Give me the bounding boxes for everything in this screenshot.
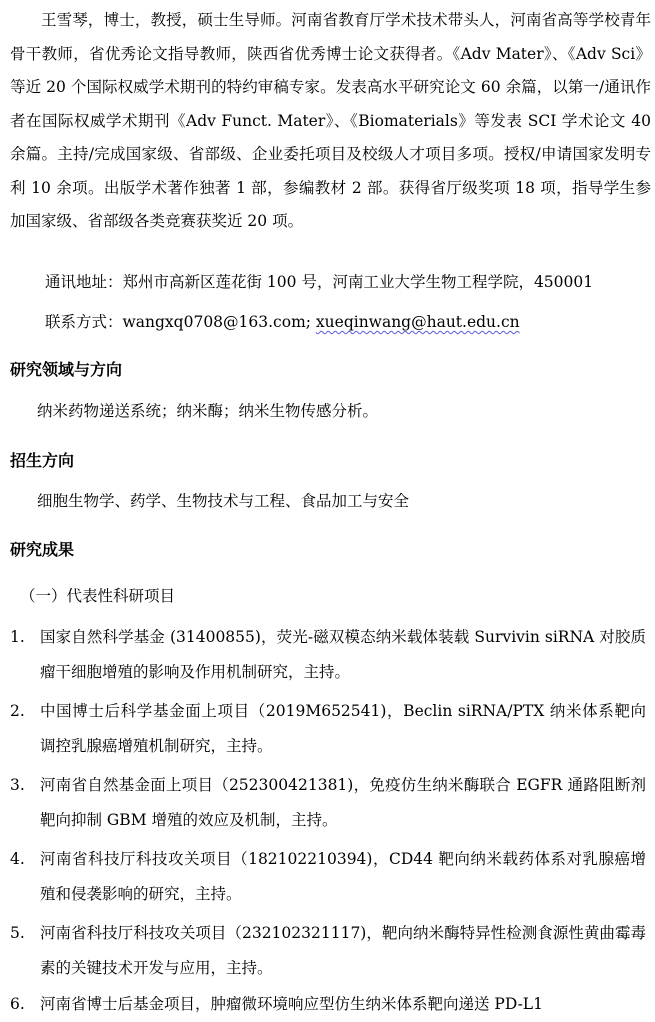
- item-number: 5.: [10, 924, 25, 942]
- results-heading: 研究成果: [10, 540, 75, 559]
- item-number: 1.: [10, 628, 25, 646]
- item-text: 河南省自然基金面上项目（252300421381)，免疫仿生纳米酶联合 EGFR 通路阻断剂靶向抑制 GBM 增殖的效应及机制，主持。: [40, 776, 646, 829]
- item-number: 2.: [10, 702, 25, 720]
- item-text: 国家自然科学基金 (31400855)，荧光-磁双模态纳米载体装载 Survivin siRNA 对胶质瘤干细胞增殖的影响及作用机制研究，主持。: [40, 628, 646, 681]
- item-text: 河南省博士后基金项目，肿瘤微环境响应型仿生纳米体系靶向递送 PD-L1: [40, 995, 543, 1013]
- research-content: 纳米药物递送系统；纳米酶；纳米生物传感分析。: [37, 402, 379, 420]
- list-item: [10, 842, 646, 912]
- list-item: [10, 768, 646, 838]
- mailing-address: 通讯地址：郑州市高新区莲花街 100 号，河南工业大学生物工程学院，450001: [45, 273, 594, 291]
- results-subheading: （一）代表性科研项目: [20, 587, 176, 605]
- list-item: [10, 694, 646, 764]
- list-item: [10, 987, 646, 1022]
- list-item: [10, 916, 646, 986]
- enroll-heading: 招生方向: [10, 451, 75, 470]
- email-primary: wangxq0708@163.com;: [122, 313, 316, 331]
- email-secondary: xueqinwang@haut.edu.cn: [315, 313, 520, 331]
- intro-paragraph: 王雪琴，博士，教授，硕士生导师。河南省教育厅学术技术带头人，河南省高等学校青年骨干教师，省优秀论文指导教师，陕西省优秀博士论文获得者。《Adv Mater》、《Adv Sci》等近 20 个国际权威学术期刊的特约审稿专家。发表高水平研究论文 60 余篇，以第一/通讯作者在国际权威学术期刊《Adv Funct. Mater》、《Biomaterials》等发表 SCI 学术论文 40 余篇。主持/完成国家级、省部级、企业委托项目及校级人才项目多项。授权/申请国家发明专利 10 余项。出版学术著作独著 1 部，参编教材 2 部。获得省厅级奖项 18 项，指导学生参加国家级、省部级各类竞赛获奖近 20 项。: [10, 11, 651, 230]
- list-item: [10, 620, 646, 690]
- enroll-content: 细胞生物学、药学、生物技术与工程、食品加工与安全: [37, 492, 410, 510]
- contact-label: 联系方式：: [45, 313, 123, 331]
- item-number: 4.: [10, 850, 25, 868]
- item-text: 河南省科技厅科技攻关项目（232102321117)，靶向纳米酶特异性检测食源性黄曲霉毒素的关键技术开发与应用，主持。: [40, 924, 646, 977]
- item-number: 3.: [10, 776, 25, 794]
- item-text: 河南省科技厅科技攻关项目（182102210394)，CD44 靶向纳米载药体系对乳腺癌增殖和侵袭影响的研究，主持。: [40, 850, 646, 903]
- research-heading: 研究领域与方向: [10, 360, 123, 379]
- item-number: 6.: [10, 995, 25, 1013]
- contact-line: [45, 310, 520, 332]
- item-text: 中国博士后科学基金面上项目（2019M652541)，Beclin siRNA/PTX 纳米体系靶向调控乳腺癌增殖机制研究，主持。: [40, 702, 646, 755]
